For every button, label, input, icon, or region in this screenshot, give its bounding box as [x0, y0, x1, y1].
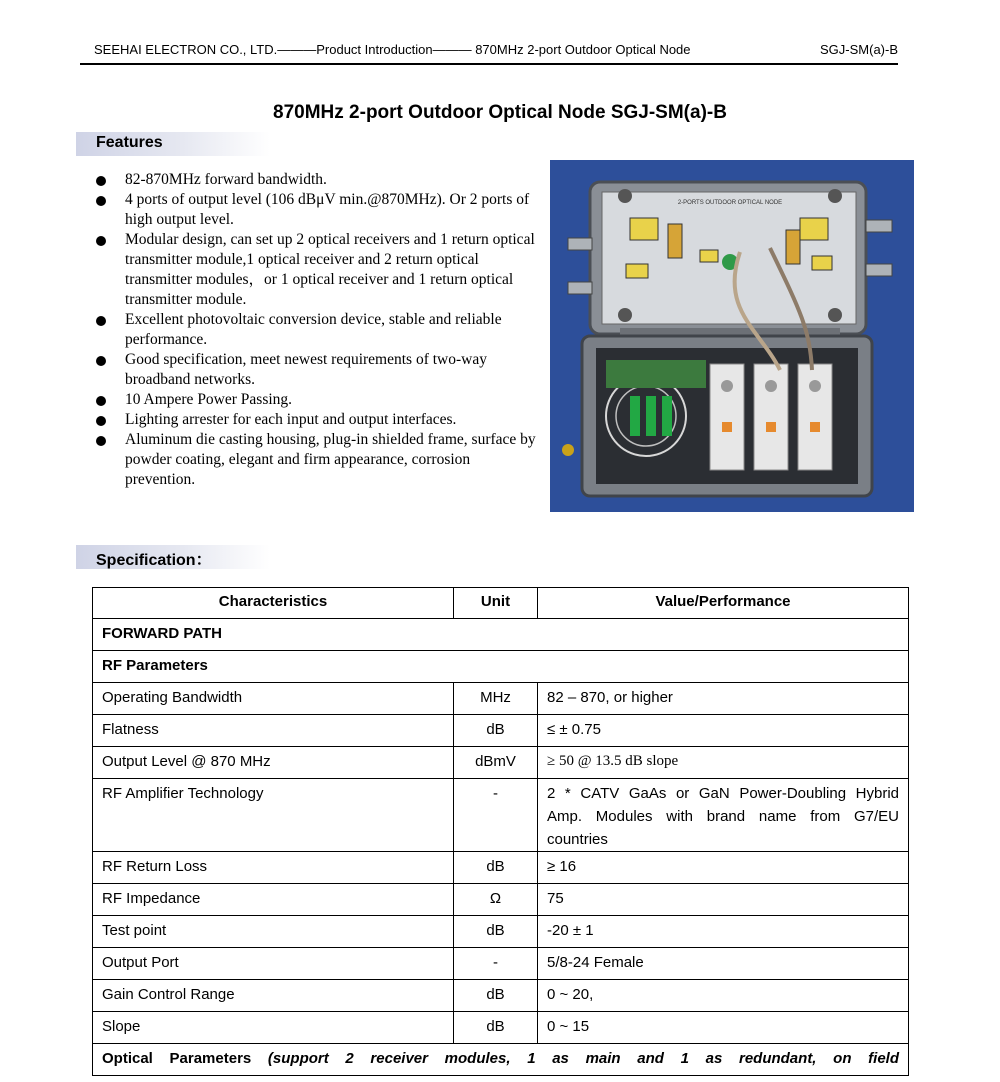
table-group-row — [93, 1044, 909, 1076]
feature-item: Modular design, can set up 2 optical receivers and 1 return optical transmitter module,1 optical receiver and 2 return optical transmitter modules，or 1 optical receiver and 1 return optical transmitter module. — [96, 230, 541, 310]
header-company-text: SEEHAI ELECTRON CO., LTD.———Product Introduction——— 870MHz 2-port Outdoor Optical Node — [94, 42, 691, 57]
product-photo — [550, 160, 914, 512]
table-row — [93, 1012, 909, 1044]
features-list — [96, 170, 541, 490]
row-value: 5/8-24 Female — [538, 948, 909, 980]
table-row — [93, 852, 909, 884]
row-name: Gain Control Range — [93, 980, 454, 1012]
row-value: ≥ 50 @ 13.5 dB slope — [538, 747, 909, 779]
row-name: Output Level @ 870 MHz — [93, 747, 454, 779]
group-rf-parameters: RF Parameters — [93, 651, 909, 683]
group-optical-parameters — [93, 1044, 909, 1076]
row-name: RF Return Loss — [93, 852, 454, 884]
group-forward-path: FORWARD PATH — [93, 619, 909, 651]
row-value: ≥ 16 — [538, 852, 909, 884]
optical-parameters-note: (support 2 receiver modules, 1 as main and 1 as redundant, on field — [267, 1050, 899, 1067]
feature-item: 4 ports of output level (106 dBμV min.@870MHz). Or 2 ports of high output level. — [96, 190, 541, 230]
table-group-row — [93, 651, 909, 683]
row-name: Test point — [93, 916, 454, 948]
row-value: 0 ~ 15 — [538, 1012, 909, 1044]
row-unit: - — [454, 948, 538, 980]
specification-heading-bar — [76, 545, 270, 569]
photo-board-label: 2-PORTS OUTDOOR OPTICAL NODE — [677, 200, 783, 206]
feature-item: 82-870MHz forward bandwidth. — [96, 170, 541, 190]
column-header-value: Value/Performance — [538, 588, 909, 619]
row-value: 2 * CATV GaAs or GaN Power-Doubling Hybrid Amp. Modules with brand name from G7/EU countries — [538, 779, 909, 852]
specification-table — [92, 587, 909, 1076]
row-name: Operating Bandwidth — [93, 683, 454, 715]
table-row — [93, 948, 909, 980]
optical-node-illustration — [550, 160, 914, 512]
row-unit: dBmV — [454, 747, 538, 779]
table-row — [93, 916, 909, 948]
row-value: 0 ~ 20, — [538, 980, 909, 1012]
row-unit: dB — [454, 1012, 538, 1044]
column-header-characteristics: Characteristics — [93, 588, 454, 619]
column-header-unit: Unit — [454, 588, 538, 619]
row-unit: Ω — [454, 884, 538, 916]
row-value: 75 — [538, 884, 909, 916]
row-unit: dB — [454, 916, 538, 948]
row-value: 82 – 870, or higher — [538, 683, 909, 715]
page-header — [80, 41, 898, 65]
row-name: Output Port — [93, 948, 454, 980]
page-title: 870MHz 2-port Outdoor Optical Node SGJ-SM(a)-B — [273, 102, 727, 123]
optical-parameters-title: Optical Parameters — [102, 1050, 268, 1067]
table-row — [93, 884, 909, 916]
features-heading-bar — [76, 132, 270, 156]
row-value: -20 ± 1 — [538, 916, 909, 948]
features-heading: Features — [96, 134, 163, 151]
table-group-row — [93, 619, 909, 651]
row-unit: dB — [454, 852, 538, 884]
feature-item: Excellent photovoltaic conversion device, stable and reliable performance. — [96, 310, 541, 350]
row-name: Flatness — [93, 715, 454, 747]
row-name: RF Amplifier Technology — [93, 779, 454, 852]
table-row — [93, 747, 909, 779]
table-row — [93, 980, 909, 1012]
row-value: ≤ ± 0.75 — [538, 715, 909, 747]
header-model-text: SGJ-SM(a)-B — [820, 42, 898, 57]
table-row — [93, 715, 909, 747]
specification-heading: Specification： — [96, 552, 212, 569]
feature-item: Aluminum die casting housing, plug-in shielded frame, surface by powder coating, elegant and firm appearance, corrosion prevention. — [96, 430, 541, 490]
feature-item: 10 Ampere Power Passing. — [96, 390, 541, 410]
feature-item: Good specification, meet newest requirements of two-way broadband networks. — [96, 350, 541, 390]
row-unit: - — [454, 779, 538, 852]
table-row — [93, 683, 909, 715]
feature-item: Lighting arrester for each input and output interfaces. — [96, 410, 541, 430]
row-unit: dB — [454, 980, 538, 1012]
row-name: RF Impedance — [93, 884, 454, 916]
table-header-row — [93, 588, 909, 619]
row-unit: dB — [454, 715, 538, 747]
row-unit: MHz — [454, 683, 538, 715]
row-name: Slope — [93, 1012, 454, 1044]
table-row — [93, 779, 909, 852]
